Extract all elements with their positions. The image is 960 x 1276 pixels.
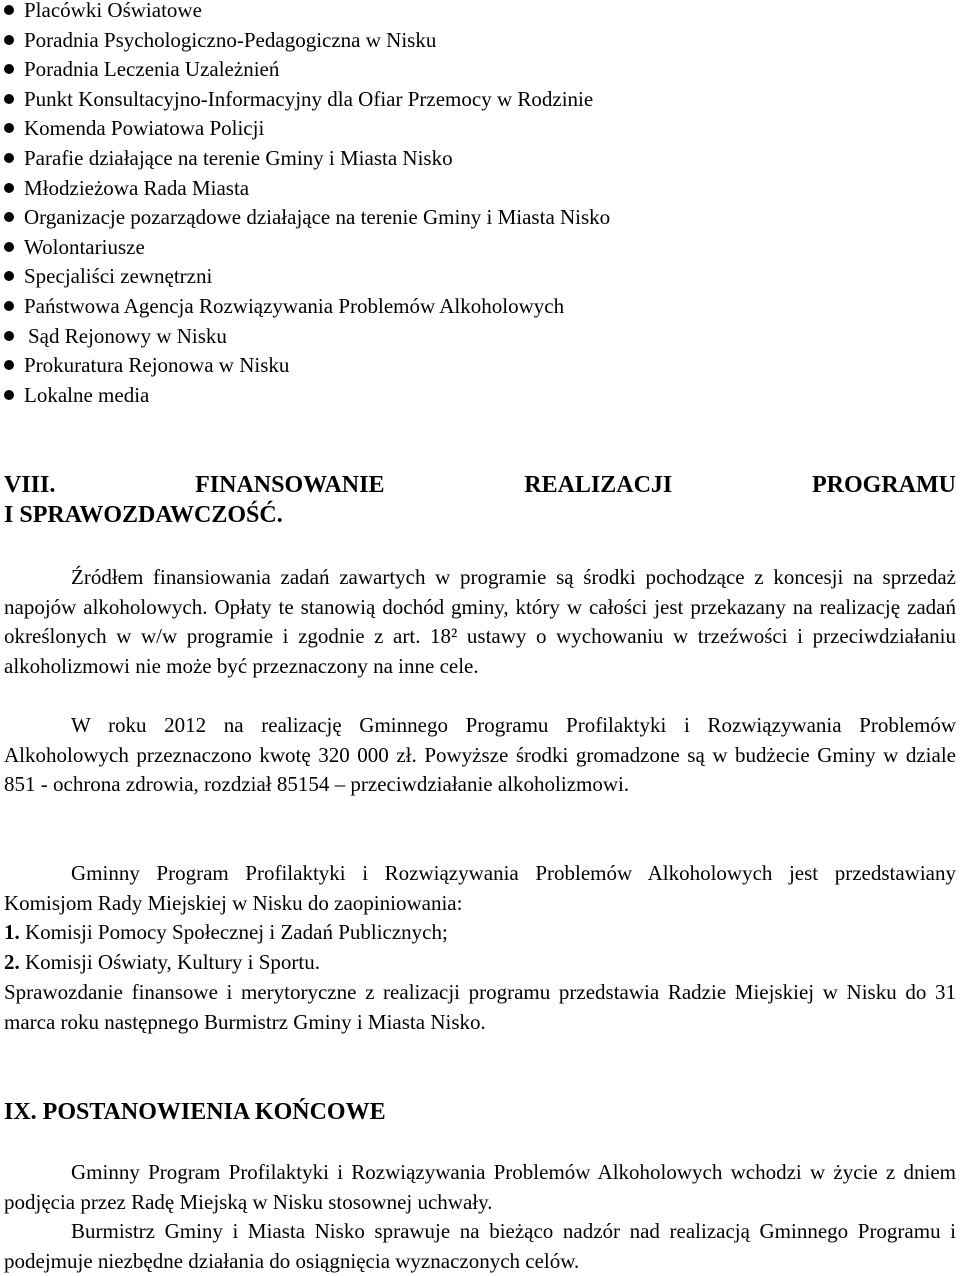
bullet-icon [4, 183, 14, 193]
commissions-paragraph: Gminny Program Profilaktyki i Rozwiązywania Problemów Alkoholowych jest przedstawiany Komisjom Rady Miejskiej w Nisku do zaopiniowania: [4, 861, 956, 915]
bullet-icon [4, 390, 14, 400]
bullet-icon [4, 94, 14, 104]
bullet-icon [4, 271, 14, 281]
list-item: Placówki Oświatowe [4, 0, 954, 26]
supervision-paragraph: Burmistrz Gminy i Miasta Nisko sprawuje na bieżąco nadzór nad realizacją Gminnego Programu i podejmuje niezbędne działania do osiągnięcia wyznaczonych celów. [4, 1219, 956, 1273]
budget-paragraph: W roku 2012 na realizację Gminnego Programu Profilaktyki i Rozwiązywania Problemów Alkoholowych przeznaczono kwotę 320 000 zł. Powyższe środki gromadzone są w budżecie Gminy w dziale 851 - ochrona zdrowia, rozdział 85154 – przeciwdziałanie alkoholizmowi. [4, 713, 956, 797]
list-item: Organizacje pozarządowe działające na terenie Gminy i Miasta Nisko [4, 203, 954, 233]
commission-item: 2. Komisji Oświaty, Kultury i Sportu. [4, 950, 320, 974]
bullet-icon [4, 5, 14, 15]
bullet-icon [4, 242, 14, 252]
section-8-heading: VIII. FINANSOWANIE REALIZACJI PROGRAMU I SPRAWOZDAWCZOŚĆ. [4, 472, 956, 528]
list-item: Lokalne media [4, 381, 954, 411]
bullet-icon [4, 35, 14, 45]
list-item: Państwowa Agencja Rozwiązywania Problemów Alkoholowych [4, 292, 954, 322]
bullet-icon [4, 64, 14, 74]
list-item: Wolontariusze [4, 233, 954, 263]
final-provisions-paragraph: Gminny Program Profilaktyki i Rozwiązywania Problemów Alkoholowych wchodzi w życie z dniem podjęcia przez Radę Miejską w Nisku stosownej uchwały. [4, 1160, 956, 1214]
section-9-heading: IX. POSTANOWIENIA KOŃCOWE [4, 1099, 386, 1125]
list-item: Sąd Rejonowy w Nisku [4, 322, 954, 352]
report-paragraph: Sprawozdanie finansowe i merytoryczne z realizacji programu przedstawia Radzie Miejskiej w Nisku do 31 marca roku następnego Burmistrz Gminy i Miasta Nisko. [4, 980, 956, 1034]
list-item: Poradnia Leczenia Uzależnień [4, 55, 954, 85]
bullet-icon [4, 331, 14, 341]
bullet-icon [4, 360, 14, 370]
bullet-icon [4, 153, 14, 163]
partners-bullet-list [4, 0, 954, 410]
list-item: Specjaliści zewnętrzni [4, 262, 954, 292]
list-item: Komenda Powiatowa Policji [4, 114, 954, 144]
bullet-icon [4, 212, 14, 222]
financing-paragraph: Źródłem finansiowania zadań zawartych w programie są środki pochodzące z koncesji na sprzedaż napojów alkoholowych. Opłaty te stanowią dochód gminy, który w całości jest przekazany na realizację zadań określonych w w/w programie i zgodnie z art. 18² ustawy o wychowaniu w trzeźwości i przeciwdziałaniu alkoholizmowi nie może być przeznaczony na inne cele. [4, 565, 956, 678]
list-item: Prokuratura Rejonowa w Nisku [4, 351, 954, 381]
commission-item: 1. Komisji Pomocy Społecznej i Zadań Publicznych; [4, 920, 448, 944]
list-item: Młodzieżowa Rada Miasta [4, 174, 954, 204]
bullet-icon [4, 123, 14, 133]
list-item: Poradnia Psychologiczno-Pedagogiczna w Nisku [4, 26, 954, 56]
list-item: Parafie działające na terenie Gminy i Miasta Nisko [4, 144, 954, 174]
list-item: Punkt Konsultacyjno-Informacyjny dla Ofiar Przemocy w Rodzinie [4, 85, 954, 115]
bullet-icon [4, 301, 14, 311]
